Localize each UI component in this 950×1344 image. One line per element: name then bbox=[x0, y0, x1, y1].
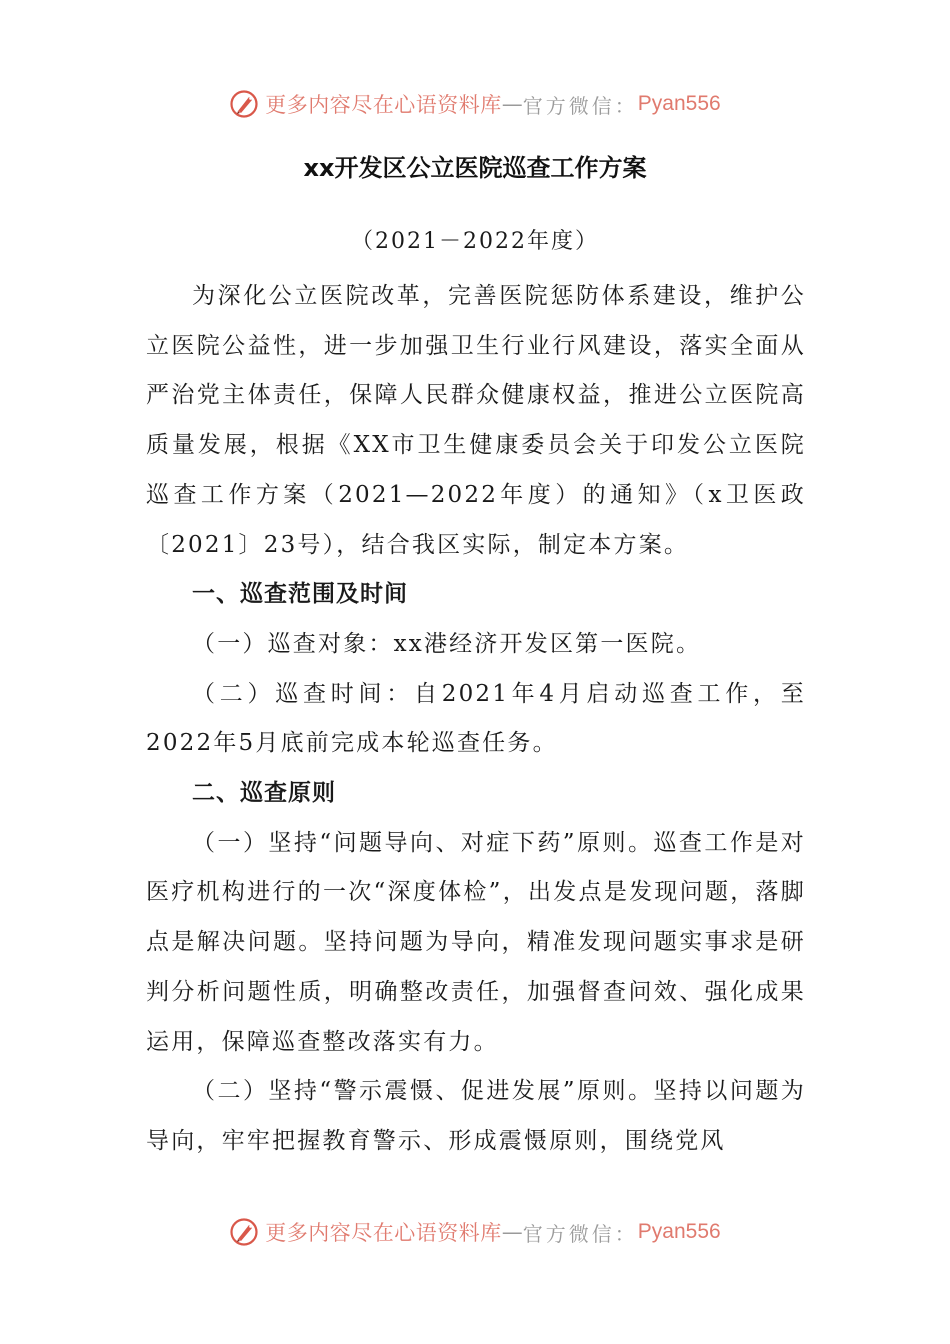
watermark-site-name: 更多内容尽在心语资料库 bbox=[265, 1221, 502, 1245]
paragraph-principle-one: （一）坚持“问题导向、对症下药”原则。巡查工作是对医疗机构进行的一次“深度体检”，出发点是发现问题，落脚点是解决问题。坚持问题为导向，精准发现问题实事求是研判分析问题性质，明确整改责任，加强督查问效、强化成果运用，保障巡查整改落实有力。 bbox=[146, 829, 806, 1055]
watermark-wechat-id: Pyan556 bbox=[637, 1220, 721, 1243]
watermark-site-name: 更多内容尽在心语资料库 bbox=[265, 93, 502, 117]
paragraph-inspection-time: （二）巡查时间：自2021年4月启动巡查工作，至2022年5月底前完成本轮巡查任务。 bbox=[146, 680, 806, 757]
paragraph-inspection-target: （一）巡查对象：xx港经济开发区第一医院。 bbox=[192, 630, 702, 657]
watermark-wechat-label: 官方微信： bbox=[522, 1221, 638, 1246]
watermark-dash: — bbox=[501, 92, 523, 116]
document-title: xx开发区公立医院巡查工作方案 bbox=[303, 154, 647, 182]
section-heading-scope: 一、巡查范围及时间 bbox=[192, 581, 408, 608]
pen-nib-logo-icon bbox=[229, 1217, 259, 1247]
pen-nib-logo-icon bbox=[229, 89, 259, 119]
watermark-footer bbox=[0, 1212, 950, 1252]
watermark-dash: — bbox=[501, 1220, 523, 1244]
watermark-wechat-label: 官方微信： bbox=[522, 93, 638, 118]
paragraph-intro: 为深化公立医院改革，完善医院惩防体系建设，维护公立医院公益性，进一步加强卫生行业行风建设，落实全面从严治党主体责任，保障人民群众健康权益，推进公立医院高质量发展，根据《XX市卫生健康委员会关于印发公立医院巡查工作方案（2021—2022年度）的通知》（x卫医政〔2021〕23号），结合我区实际，制定本方案。 bbox=[146, 283, 806, 558]
document-body bbox=[146, 272, 806, 1167]
watermark-header bbox=[0, 84, 950, 124]
paragraph-principle-two: （二）坚持“警示震慑、促进发展”原则。坚持以问题为导向，牢牢把握教育警示、形成震慑原则，围绕党风 bbox=[146, 1078, 806, 1154]
section-heading-principles: 二、巡查原则 bbox=[192, 780, 336, 807]
document-subtitle: （2021－2022年度） bbox=[351, 229, 599, 254]
watermark-wechat-id: Pyan556 bbox=[637, 92, 721, 115]
